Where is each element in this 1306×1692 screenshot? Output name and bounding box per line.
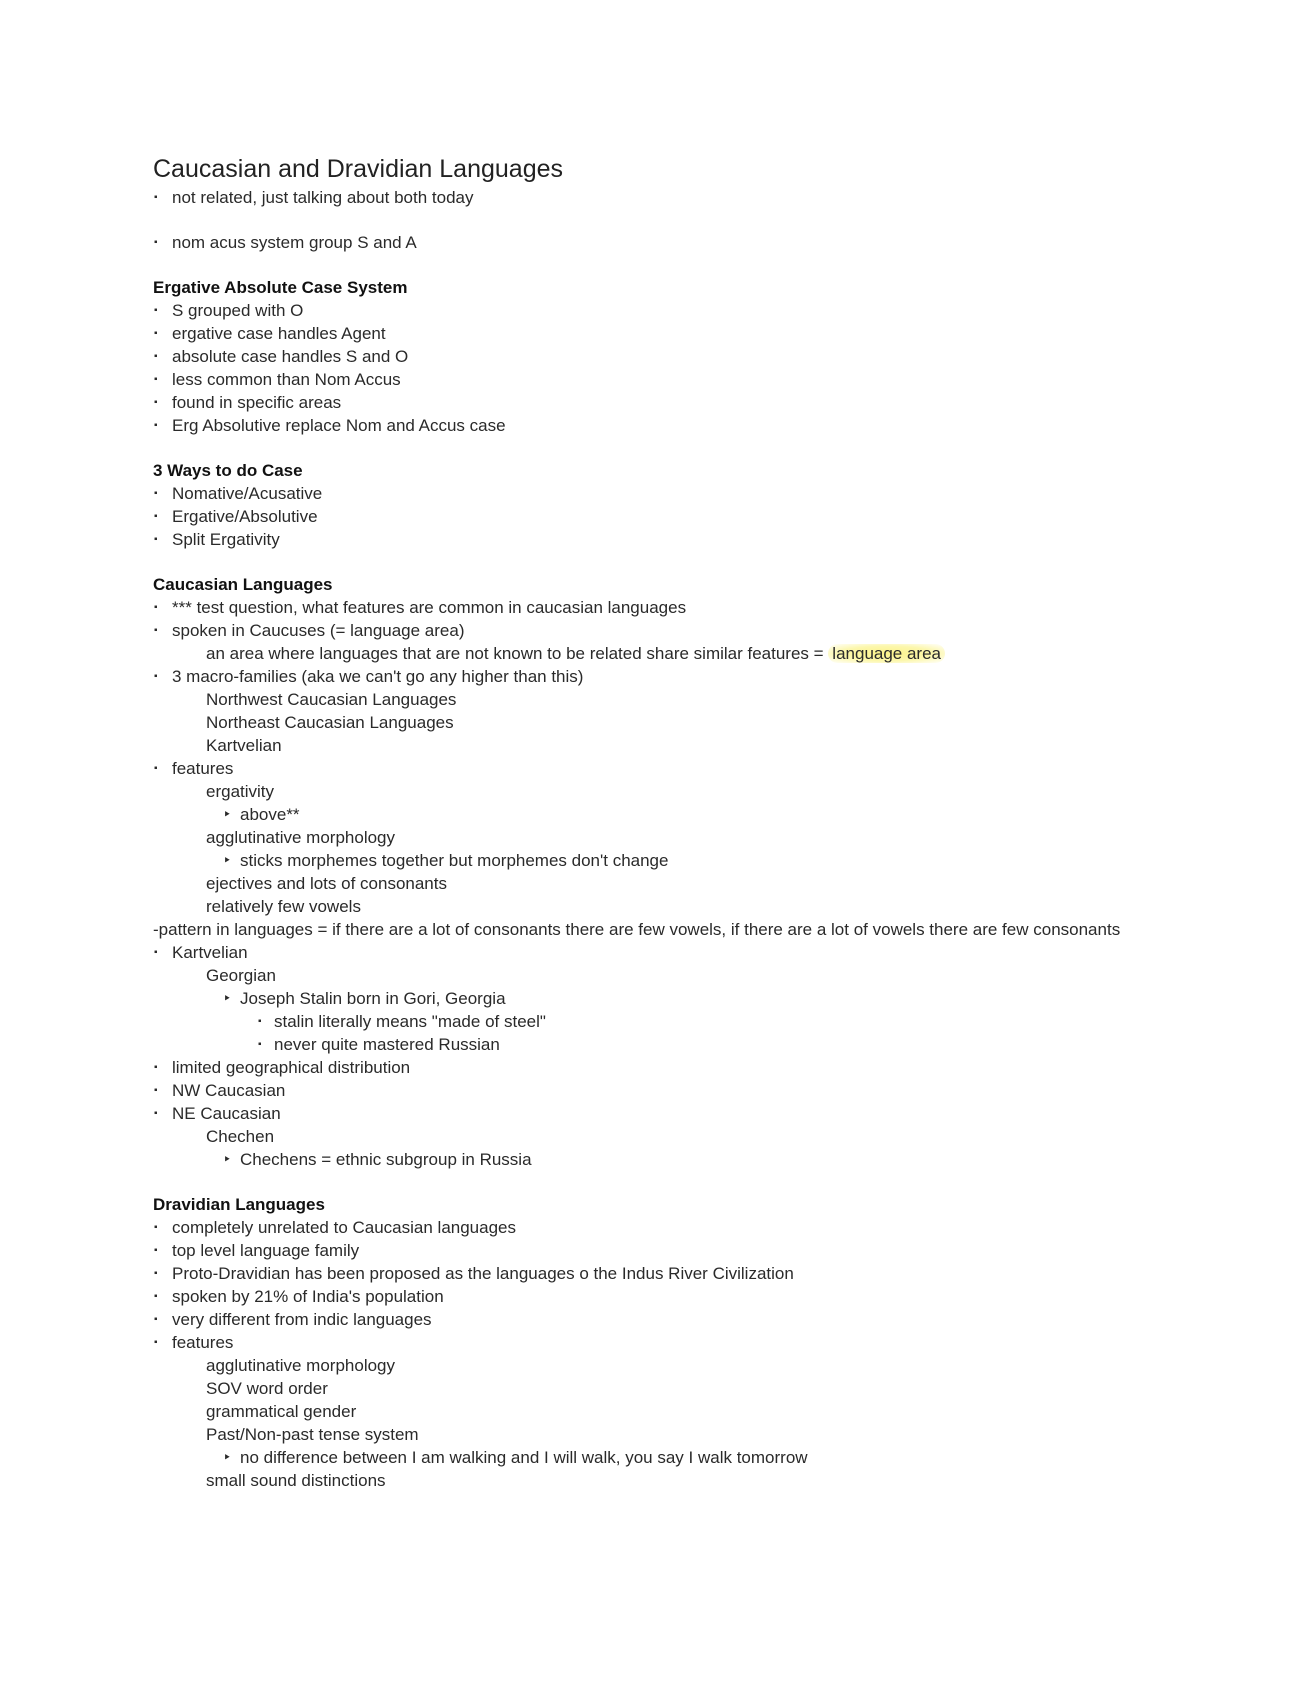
list-item: ▪ Ergative/Absolutive — [153, 505, 1273, 528]
list-item: ▪ not related, just talking about both today — [153, 186, 1273, 209]
list-item: ▪ Nomative/Acusative — [153, 482, 1273, 505]
list-item: ▪ ergative case handles Agent — [153, 322, 1273, 345]
list-item: ▪ less common than Nom Accus — [153, 368, 1273, 391]
sub-sub-item: ‣ Chechens = ethnic subgroup in Russia — [153, 1148, 1273, 1171]
sub-sub-sub-item: ▪ never quite mastered Russian — [153, 1033, 1273, 1056]
list-item: ▪ Split Ergativity — [153, 528, 1273, 551]
sub-sub-sub-item: ▪ stalin literally means "made of steel" — [153, 1010, 1273, 1033]
page-title: Caucasian and Dravidian Languages — [153, 155, 564, 183]
spacer — [153, 254, 1273, 276]
list-item: ▪ *** test question, what features are common in caucasian languages — [153, 596, 1273, 619]
list-item: ▪ Erg Absolutive replace Nom and Accus case — [153, 414, 1273, 437]
list-item: ▪ limited geographical distribution — [153, 1056, 1273, 1079]
sub-item: ejectives and lots of consonants — [206, 874, 447, 893]
list-item: ▪ features — [153, 757, 1273, 780]
list-item: ▪ absolute case handles S and O — [153, 345, 1273, 368]
pattern-note: -pattern in languages = if there are a lot of consonants there are few vowels, if there are a lot of vowels there are few consonants — [153, 920, 1121, 939]
highlighted-term: language area — [828, 644, 945, 663]
section-heading-caucasian: Caucasian Languages — [153, 575, 333, 594]
list-item: ▪ NW Caucasian — [153, 1079, 1273, 1102]
list-item: ▪ features — [153, 1331, 1273, 1354]
sub-sub-item: ‣ Joseph Stalin born in Gori, Georgia — [153, 987, 1273, 1010]
sub-item: Georgian — [206, 966, 276, 985]
sub-item: Northeast Caucasian Languages — [206, 713, 454, 732]
list-item: ▪ spoken in Caucuses (= language area) — [153, 619, 1273, 642]
section-heading-ergative: Ergative Absolute Case System — [153, 278, 408, 297]
section-heading-dravidian: Dravidian Languages — [153, 1195, 325, 1214]
list-item: ▪ NE Caucasian — [153, 1102, 1273, 1125]
list-item: ▪ found in specific areas — [153, 391, 1273, 414]
spacer — [153, 209, 1273, 231]
list-item: ▪ very different from indic languages — [153, 1308, 1273, 1331]
definition-text: an area where languages that are not known to be related share similar features = — [206, 644, 829, 663]
spacer — [153, 437, 1273, 459]
sub-item: ergativity — [206, 782, 275, 801]
sub-item: grammatical gender — [206, 1402, 357, 1421]
list-item: ▪ spoken by 21% of India's population — [153, 1285, 1273, 1308]
list-item: ▪ Proto-Dravidian has been proposed as the languages o the Indus River Civilization — [153, 1262, 1273, 1285]
sub-item: agglutinative morphology — [206, 828, 396, 847]
sub-item: Kartvelian — [206, 736, 282, 755]
list-item: ▪ completely unrelated to Caucasian languages — [153, 1216, 1273, 1239]
spacer — [153, 1171, 1273, 1193]
sub-item: Northwest Caucasian Languages — [206, 690, 457, 709]
sub-item: SOV word order — [206, 1379, 328, 1398]
list-item: ▪ Kartvelian — [153, 941, 1273, 964]
list-item: ▪ nom acus system group S and A — [153, 231, 1273, 254]
list-item: ▪ top level language family — [153, 1239, 1273, 1262]
sub-item: relatively few vowels — [206, 897, 361, 916]
sub-sub-item: ‣ sticks morphemes together but morphemes don't change — [153, 849, 1273, 872]
sub-item: Past/Non-past tense system — [206, 1425, 419, 1444]
list-item: ▪ S grouped with O — [153, 299, 1273, 322]
list-item: ▪ 3 macro-families (aka we can't go any higher than this) — [153, 665, 1273, 688]
sub-item: small sound distinctions — [206, 1471, 386, 1490]
section-heading-ways: 3 Ways to do Case — [153, 461, 303, 480]
notes-body — [153, 154, 1273, 1492]
spacer — [153, 551, 1273, 573]
sub-item: agglutinative morphology — [206, 1356, 396, 1375]
sub-item: Chechen — [206, 1127, 275, 1146]
language-area-definition — [153, 642, 1273, 665]
sub-sub-item: ‣ above** — [153, 803, 1273, 826]
sub-sub-item: ‣ no difference between I am walking and I will walk, you say I walk tomorrow — [153, 1446, 1273, 1469]
